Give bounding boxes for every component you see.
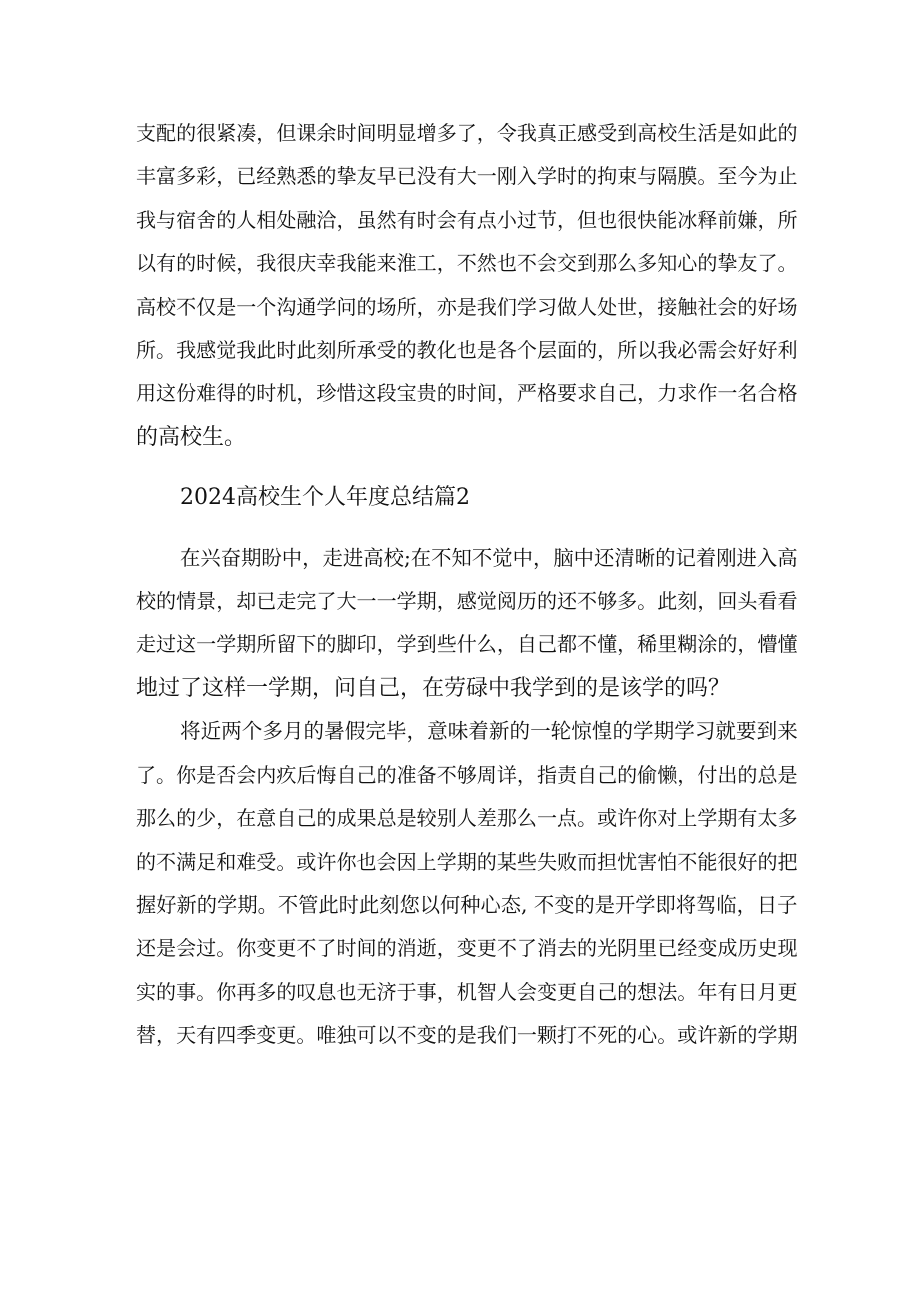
text-line: 了。你是否会内疚后悔自己的准备不够周详，指责自己的偷懒，付出的总是 [136, 762, 798, 787]
paragraph-intro [136, 537, 798, 711]
section-heading: 2024高校生个人年度总结篇2 [180, 485, 470, 511]
text-line: 走过这一学期所留下的脚印，学到些什么，自己都不懂，稀里糊涂的，懵懂 [136, 632, 798, 657]
text-line: 的高校生。 [136, 424, 247, 450]
text-line: 校的情景，却已走完了大一一学期，感觉阅历的还不够多。此刻，回头看看 [136, 589, 798, 614]
text-line: 握好新的学期。不管此时此刻您以何种心态, 不变的是开学即将驾临，日子 [136, 892, 798, 917]
text-line: 还是会过。你变更不了时间的消逝，变更不了消去的光阴里已经变成历史现 [136, 936, 798, 961]
text-line: 高校不仅是一个沟通学问的场所，亦是我们学习做人处世，接触社会的好场 [136, 294, 798, 319]
text-line: 将近两个多月的暑假完毕，意味着新的一轮惊惶的学期学习就要到来 [180, 719, 798, 744]
text-line: 的不满足和难受。或许你也会因上学期的某些失败而担忧害怕不能很好的把 [136, 849, 798, 874]
text-line: 所。我感觉我此时此刻所承受的教化也是各个层面的，所以我必需会好好利 [136, 338, 798, 363]
document-body [136, 112, 798, 1058]
text-line: 实的事。你再多的叹息也无济于事，机智人会变更自己的想法。年有日月更 [136, 979, 798, 1004]
text-line: 那么的少，在意自己的成果总是较别人差那么一点。或许你对上学期有太多 [136, 806, 798, 831]
text-line: 地过了这样一学期，问自己，在劳碌中我学到的是该学的吗？ [136, 675, 731, 701]
paragraph-body [136, 710, 798, 1057]
text-line: 丰富多彩，已经熟悉的挚友早已没有大一刚入学时的拘束与隔膜。至今为止 [136, 164, 798, 189]
text-line: 在兴奋期盼中，走进高校;在不知不觉中，脑中还清晰的记着刚进入高 [180, 545, 798, 570]
text-line: 以有的时候，我很庆幸我能来淮工，不然也不会交到那么多知心的挚友了。 [136, 251, 798, 276]
text-line: 支配的很紧凑，但课余时间明显增多了，令我真正感受到高校生活是如此的 [136, 121, 798, 145]
paragraph-continuation [136, 112, 798, 459]
text-line: 我与宿舍的人相处融洽，虽然有时会有点小过节，但也很快能冰释前嫌，所 [136, 207, 798, 232]
text-line: 替，天有四季变更。唯独可以不变的是我们一颗打不死的心。或许新的学期 [136, 1023, 798, 1048]
text-line: 用这份难得的时机，珍惜这段宝贵的时间，严格要求自己，力求作一名合格 [136, 381, 798, 406]
